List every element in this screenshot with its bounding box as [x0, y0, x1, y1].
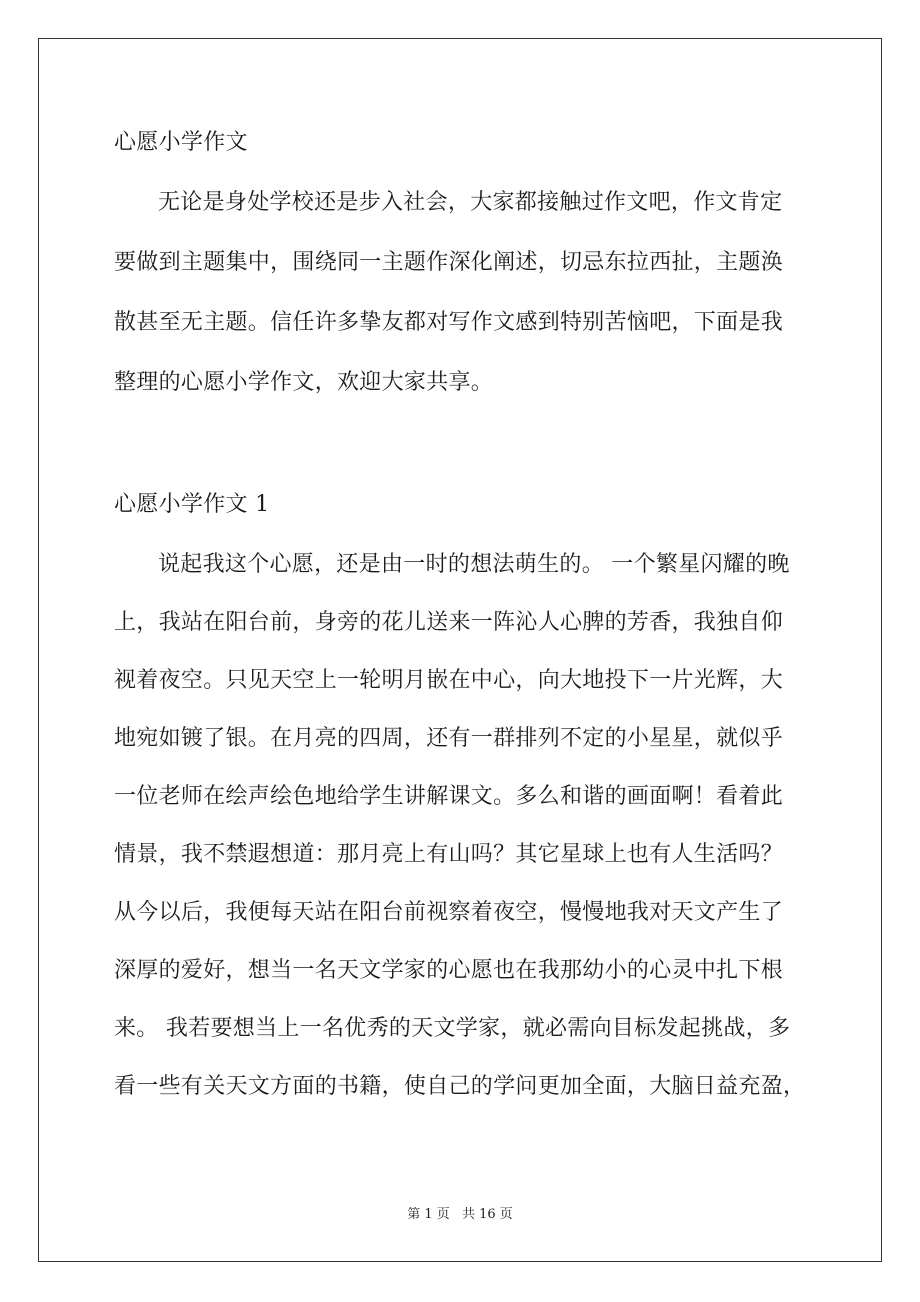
page-number: 第 1 页	[407, 1207, 450, 1222]
body-line: 从今以后，我便每天站在阳台前视察着夜空，慢慢地我对天文产生了	[114, 900, 784, 925]
body-line: 地宛如镀了银。在月亮的四周，还有一群排列不定的小星星，就似乎	[114, 726, 784, 751]
intro-line: 整理的心愿小学作文，欢迎大家共享。	[114, 370, 494, 395]
body-line: 说起我这个心愿，还是由一时的想法萌生的。 一个繁星闪耀的晚	[158, 552, 790, 577]
page-footer	[0, 1206, 920, 1224]
body-line: 来。 我若要想当上一名优秀的天文学家，就必需向目标发起挑战，多	[114, 1016, 791, 1041]
page-total: 共 16 页	[461, 1207, 513, 1222]
body-line: 看一些有关天文方面的书籍，使自己的学问更加全面，大脑日益充盈，	[114, 1074, 806, 1099]
document-title: 心愿小学作文	[114, 130, 248, 155]
body-line: 一位老师在绘声绘色地给学生讲解课文。多么和谐的画面啊！看着此	[114, 784, 784, 809]
body-line: 视着夜空。只见天空上一轮明月嵌在中心，向大地投下一片光辉，大	[114, 668, 784, 693]
intro-line: 要做到主题集中，围绕同一主题作深化阐述，切忌东拉西扯，主题涣	[114, 250, 784, 275]
body-line: 上，我站在阳台前，身旁的花儿送来一阵沁人心脾的芳香，我独自仰	[114, 610, 784, 635]
section-title: 心愿小学作文 1	[114, 492, 270, 517]
intro-line: 无论是身处学校还是步入社会，大家都接触过作文吧，作文肯定	[158, 190, 783, 215]
body-line: 深厚的爱好，想当一名天文学家的心愿也在我那幼小的心灵中扎下根	[114, 958, 784, 983]
body-line: 情景，我不禁遐想道：那月亮上有山吗？其它星球上也有人生活吗？	[114, 842, 784, 867]
intro-line: 散甚至无主题。信任许多挚友都对写作文感到特别苦恼吧，下面是我	[114, 310, 784, 335]
